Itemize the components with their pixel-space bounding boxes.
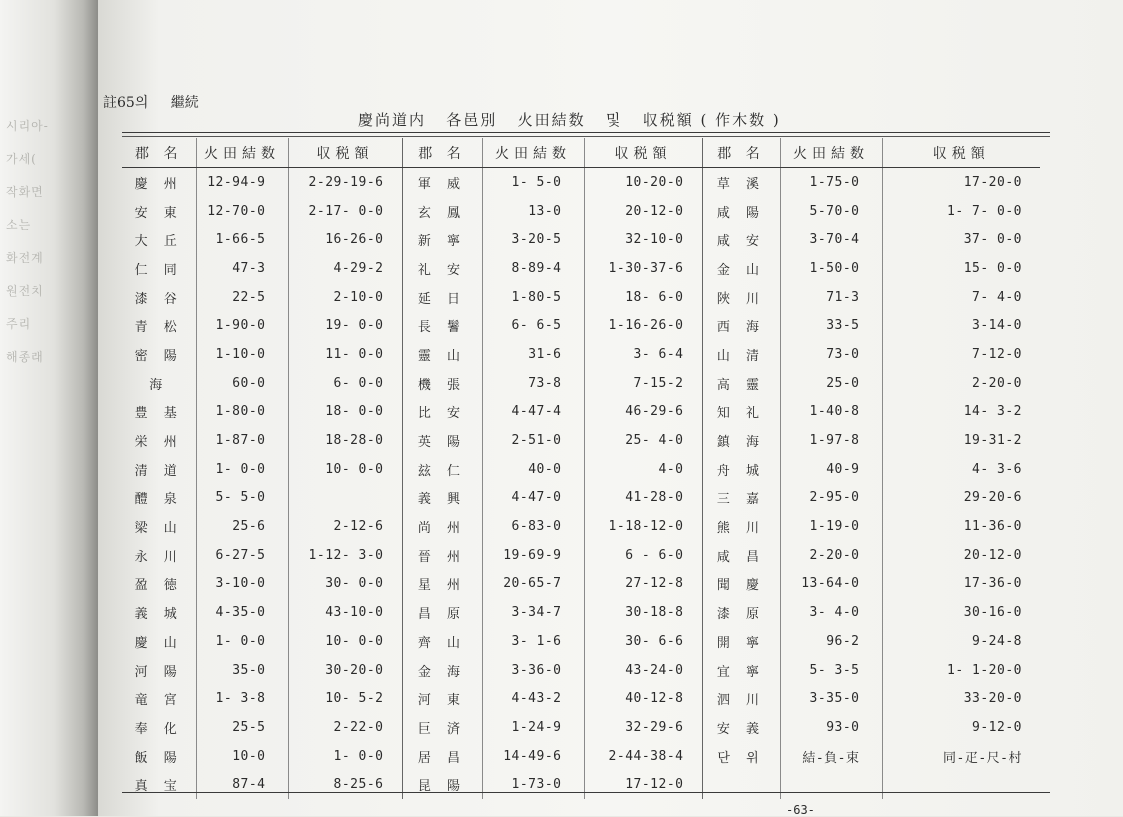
header-col-field-count-2: 火田結数 [482, 138, 584, 168]
county-name: 熊 川 [702, 512, 780, 541]
county-name: 三 嘉 [702, 484, 780, 513]
tax-amount: 29-20-6 [882, 484, 1040, 513]
tax-amount: 17-12-0 [584, 770, 702, 799]
tax-amount: 10- 0-0 [288, 455, 402, 484]
tax-amount: 32-29-6 [584, 713, 702, 742]
county-name: 海 [149, 377, 169, 393]
county-name: 金 海 [402, 656, 482, 685]
table-row [122, 197, 1040, 226]
field-count: 1-80-0 [196, 398, 288, 427]
field-count: 40-9 [780, 455, 882, 484]
field-count: 1-73-0 [482, 770, 584, 799]
tax-amount: 40-12-8 [584, 684, 702, 713]
field-count: 1- 0-0 [196, 455, 288, 484]
field-count: 5-70-0 [780, 197, 882, 226]
header-col-field-count-3: 火田結数 [780, 138, 882, 168]
tax-amount: 6- 0-0 [288, 369, 402, 398]
tax-amount: 25- 4-0 [584, 426, 702, 455]
tax-amount: 10-20-0 [584, 168, 702, 197]
table-top-rule-inner [122, 136, 1050, 137]
table-row [122, 570, 1040, 599]
tax-amount: 9-24-8 [882, 627, 1040, 656]
header-col-tax-2: 収税額 [584, 138, 702, 168]
footnote-label: 註65의 [103, 95, 149, 111]
county-name: 宜 寧 [702, 656, 780, 685]
field-count: 6-27-5 [196, 541, 288, 570]
tax-amount: 18- 0-0 [288, 398, 402, 427]
field-count: 47-3 [196, 254, 288, 283]
header-col-tax-3: 収税額 [882, 138, 1040, 168]
tax-amount: 1-30-37-6 [584, 254, 702, 283]
tax-amount: 2-22-0 [288, 713, 402, 742]
county-name: 西 海 [702, 311, 780, 340]
field-count: 3-35-0 [780, 684, 882, 713]
field-count: 1- 5-0 [482, 168, 584, 197]
county-name: 居 昌 [402, 742, 482, 771]
field-count: 1-50-0 [780, 254, 882, 283]
field-count: 40-0 [482, 455, 584, 484]
field-count: 3-34-7 [482, 598, 584, 627]
field-count: 1-80-5 [482, 283, 584, 312]
left-page-edge [0, 0, 98, 816]
table-row [122, 627, 1040, 656]
county-name: 漆 谷 [134, 291, 183, 307]
field-count: 73-8 [482, 369, 584, 398]
county-name: 昌 原 [402, 598, 482, 627]
county-name: 漆 原 [702, 598, 780, 627]
tax-amount: 19-31-2 [882, 426, 1040, 455]
tax-amount: 6 - 6-0 [584, 541, 702, 570]
county-name: 安 義 [702, 713, 780, 742]
field-count: 1- 3-8 [196, 684, 288, 713]
field-count: 5- 3-5 [780, 656, 882, 685]
tax-amount: 14- 3-2 [882, 398, 1040, 427]
tax-amount: 4-0 [584, 455, 702, 484]
table-row [122, 512, 1040, 541]
table-row [122, 311, 1040, 340]
tax-amount: 4- 3-6 [882, 455, 1040, 484]
field-count: 6- 6-5 [482, 311, 584, 340]
county-name: 咸 陽 [702, 197, 780, 226]
county-name: 玆 仁 [402, 455, 482, 484]
table-row [122, 541, 1040, 570]
field-count: 3-70-4 [780, 225, 882, 254]
county-name: 巨 済 [402, 713, 482, 742]
county-name: 飯 陽 [134, 750, 183, 766]
county-name: 단 위 [702, 742, 780, 771]
field-count: 93-0 [780, 713, 882, 742]
county-name: 高 靈 [702, 369, 780, 398]
county-name: 延 日 [402, 283, 482, 312]
field-count: 13-64-0 [780, 570, 882, 599]
field-count: 1-87-0 [196, 426, 288, 455]
table-row [122, 598, 1040, 627]
field-count: 1-10-0 [196, 340, 288, 369]
tax-amount: 3-14-0 [882, 311, 1040, 340]
county-name: 山 清 [702, 340, 780, 369]
county-name: 咸 安 [702, 225, 780, 254]
table-row [122, 742, 1040, 771]
county-name: 靈 山 [402, 340, 482, 369]
field-count: 4-47-0 [482, 484, 584, 513]
county-name: 醴 泉 [134, 492, 183, 508]
tax-amount: 2-29-19-6 [288, 168, 402, 197]
header-col-county-3: 郡 名 [702, 138, 780, 168]
county-name: 竜 宮 [134, 693, 183, 709]
county-name: 梁 山 [134, 521, 183, 537]
field-count: 1-66-5 [196, 225, 288, 254]
tax-amount: 33-20-0 [882, 684, 1040, 713]
tax-amount: 20-12-0 [584, 197, 702, 226]
tax-amount: 46-29-6 [584, 398, 702, 427]
county-name: 慶 山 [134, 635, 183, 651]
field-count: 4-47-4 [482, 398, 584, 427]
tax-amount: 1- 7- 0-0 [882, 197, 1040, 226]
page-number: -63- [786, 803, 815, 817]
field-count: 20-65-7 [482, 570, 584, 599]
county-name: 泗 川 [702, 684, 780, 713]
table-row [122, 770, 1040, 799]
tax-amount: 18- 6-0 [584, 283, 702, 312]
tax-amount: 1-18-12-0 [584, 512, 702, 541]
county-name: 清 道 [134, 463, 183, 479]
tax-amount: 19- 0-0 [288, 311, 402, 340]
tax-amount: 1- 0-0 [288, 742, 402, 771]
field-count: 1-24-9 [482, 713, 584, 742]
county-name: 新 寧 [402, 225, 482, 254]
county-name: 豊 基 [134, 406, 183, 422]
county-name: 永 川 [134, 549, 183, 565]
county-name: 比 安 [402, 398, 482, 427]
field-count: 12-94-9 [196, 168, 288, 197]
county-name: 機 張 [402, 369, 482, 398]
tax-amount: 27-12-8 [584, 570, 702, 599]
tax-amount: 2-12-6 [288, 512, 402, 541]
tax-amount: 30-18-8 [584, 598, 702, 627]
field-count: 19-69-9 [482, 541, 584, 570]
table-row [122, 254, 1040, 283]
field-count: 71-3 [780, 283, 882, 312]
field-count: 25-6 [196, 512, 288, 541]
tax-amount: 10- 0-0 [288, 627, 402, 656]
county-name: 奉 化 [134, 721, 183, 737]
table-title: 慶尚道内 各邑別 火田結数 및 収税額 ( 作木数 ) [358, 111, 781, 129]
county-name: 栄 州 [134, 435, 183, 451]
table-row [122, 369, 1040, 398]
county-name: 尚 州 [402, 512, 482, 541]
county-name: 大 丘 [134, 234, 183, 250]
field-count: 14-49-6 [482, 742, 584, 771]
footnote-header [103, 92, 199, 112]
tax-amount: 7-12-0 [882, 340, 1040, 369]
county-name: 英 陽 [402, 426, 482, 455]
field-count: 13-0 [482, 197, 584, 226]
field-count: 3- 1-6 [482, 627, 584, 656]
table-row [122, 225, 1040, 254]
tax-amount: 4-29-2 [288, 254, 402, 283]
field-count: 4-35-0 [196, 598, 288, 627]
table-row [122, 656, 1040, 685]
field-count: 3- 4-0 [780, 598, 882, 627]
county-name: 盈 徳 [134, 578, 183, 594]
county-name: 真 宝 [134, 779, 183, 795]
county-name: 軍 威 [402, 168, 482, 197]
tax-amount: 8-25-6 [288, 770, 402, 799]
field-count: 8-89-4 [482, 254, 584, 283]
tax-amount: 43-10-0 [288, 598, 402, 627]
field-count: 22-5 [196, 283, 288, 312]
table-row [122, 684, 1040, 713]
county-name: 仁 同 [134, 262, 183, 278]
tax-amount: 10- 5-2 [288, 684, 402, 713]
table-row [122, 398, 1040, 427]
tax-amount: 32-10-0 [584, 225, 702, 254]
tax-amount: 17-20-0 [882, 168, 1040, 197]
county-name: 昆 陽 [402, 770, 482, 799]
tax-amount: 1-12- 3-0 [288, 541, 402, 570]
tax-amount: 30-20-0 [288, 656, 402, 685]
tax-amount: 20-12-0 [882, 541, 1040, 570]
field-count: 1-40-8 [780, 398, 882, 427]
field-count: 3-36-0 [482, 656, 584, 685]
county-name: 密 陽 [134, 348, 183, 364]
field-count: 31-6 [482, 340, 584, 369]
field-count: 6-83-0 [482, 512, 584, 541]
county-name: 咸 昌 [702, 541, 780, 570]
tax-amount: 30-16-0 [882, 598, 1040, 627]
county-name: 金 山 [702, 254, 780, 283]
table-row [122, 426, 1040, 455]
county-name: 齊 山 [402, 627, 482, 656]
tax-amount: 7- 4-0 [882, 283, 1040, 312]
field-count: 3-10-0 [196, 570, 288, 599]
county-name: 草 溪 [702, 168, 780, 197]
field-count: 1-75-0 [780, 168, 882, 197]
header-col-tax-1: 収税額 [288, 138, 402, 168]
tax-amount: 2-10-0 [288, 283, 402, 312]
tax-amount: 16-26-0 [288, 225, 402, 254]
county-name: 陜 川 [702, 283, 780, 312]
tax-amount: 43-24-0 [584, 656, 702, 685]
tax-amount: 2-17- 0-0 [288, 197, 402, 226]
county-name: 河 東 [402, 684, 482, 713]
county-name: 晉 州 [402, 541, 482, 570]
tax-amount: 1- 1-20-0 [882, 656, 1040, 685]
field-count: 96-2 [780, 627, 882, 656]
bleed-through-text: 시리아- 가세( 작화면 소는 화전계 원전치 주리 해종래 [6, 119, 49, 364]
table-bottom-rule [122, 792, 1050, 793]
field-count: 2-51-0 [482, 426, 584, 455]
tax-amount: 37- 0-0 [882, 225, 1040, 254]
tax-amount: 7-15-2 [584, 369, 702, 398]
field-count: 5- 5-0 [196, 484, 288, 513]
header-col-county-2: 郡 名 [402, 138, 482, 168]
county-name: 義 城 [134, 607, 183, 623]
tax-amount: 30- 6-6 [584, 627, 702, 656]
county-name: 玄 鳳 [402, 197, 482, 226]
county-name: 青 松 [134, 320, 183, 336]
header-col-field-count-1: 火田結数 [196, 138, 288, 168]
tax-amount: 3- 6-4 [584, 340, 702, 369]
field-count: 3-20-5 [482, 225, 584, 254]
county-name: 義 興 [402, 484, 482, 513]
county-name: 安 東 [134, 205, 183, 221]
field-count: 1-97-8 [780, 426, 882, 455]
county-name [702, 770, 780, 799]
county-name: 舟 城 [702, 455, 780, 484]
field-count: 60-0 [196, 369, 288, 398]
table-row [122, 455, 1040, 484]
field-count: 2-95-0 [780, 484, 882, 513]
county-name: 聞 慶 [702, 570, 780, 599]
tax-amount: 2-20-0 [882, 369, 1040, 398]
tax-amount: 11- 0-0 [288, 340, 402, 369]
table-row [122, 713, 1040, 742]
county-name: 河 陽 [134, 664, 183, 680]
tax-amount: 1-16-26-0 [584, 311, 702, 340]
county-name: 開 寧 [702, 627, 780, 656]
tax-amount [288, 484, 402, 513]
header-col-county-1: 郡 名 [122, 138, 196, 168]
tax-amount: 9-12-0 [882, 713, 1040, 742]
field-count: 35-0 [196, 656, 288, 685]
tax-amount: 41-28-0 [584, 484, 702, 513]
tax-amount: 15- 0-0 [882, 254, 1040, 283]
field-count: 12-70-0 [196, 197, 288, 226]
table-row [122, 168, 1040, 197]
fire-field-tax-table [122, 138, 1040, 799]
county-name: 長 鬐 [402, 311, 482, 340]
field-count: 1-90-0 [196, 311, 288, 340]
county-name: 星 州 [402, 570, 482, 599]
field-count: 87-4 [196, 770, 288, 799]
tax-amount: 30- 0-0 [288, 570, 402, 599]
table-row [122, 484, 1040, 513]
tax-amount: 同-疋-尺-村 [882, 742, 1040, 771]
county-name: 慶 州 [134, 176, 183, 192]
field-count: 1-19-0 [780, 512, 882, 541]
field-count: 結-負-束 [780, 742, 882, 771]
field-count: 10-0 [196, 742, 288, 771]
tax-amount [882, 770, 1040, 799]
field-count: 1- 0-0 [196, 627, 288, 656]
field-count: 33-5 [780, 311, 882, 340]
county-name: 礼 安 [402, 254, 482, 283]
tax-amount: 2-44-38-4 [584, 742, 702, 771]
field-count: 25-5 [196, 713, 288, 742]
county-name: 知 礼 [702, 398, 780, 427]
tax-amount: 18-28-0 [288, 426, 402, 455]
table-row [122, 340, 1040, 369]
field-count: 25-0 [780, 369, 882, 398]
field-count: 4-43-2 [482, 684, 584, 713]
table-top-rule [122, 132, 1050, 133]
county-name: 鎮 海 [702, 426, 780, 455]
field-count [780, 770, 882, 799]
field-count: 73-0 [780, 340, 882, 369]
tax-amount: 11-36-0 [882, 512, 1040, 541]
footnote-continued: 繼続 [170, 95, 199, 111]
table-row [122, 283, 1040, 312]
field-count: 2-20-0 [780, 541, 882, 570]
tax-amount: 17-36-0 [882, 570, 1040, 599]
